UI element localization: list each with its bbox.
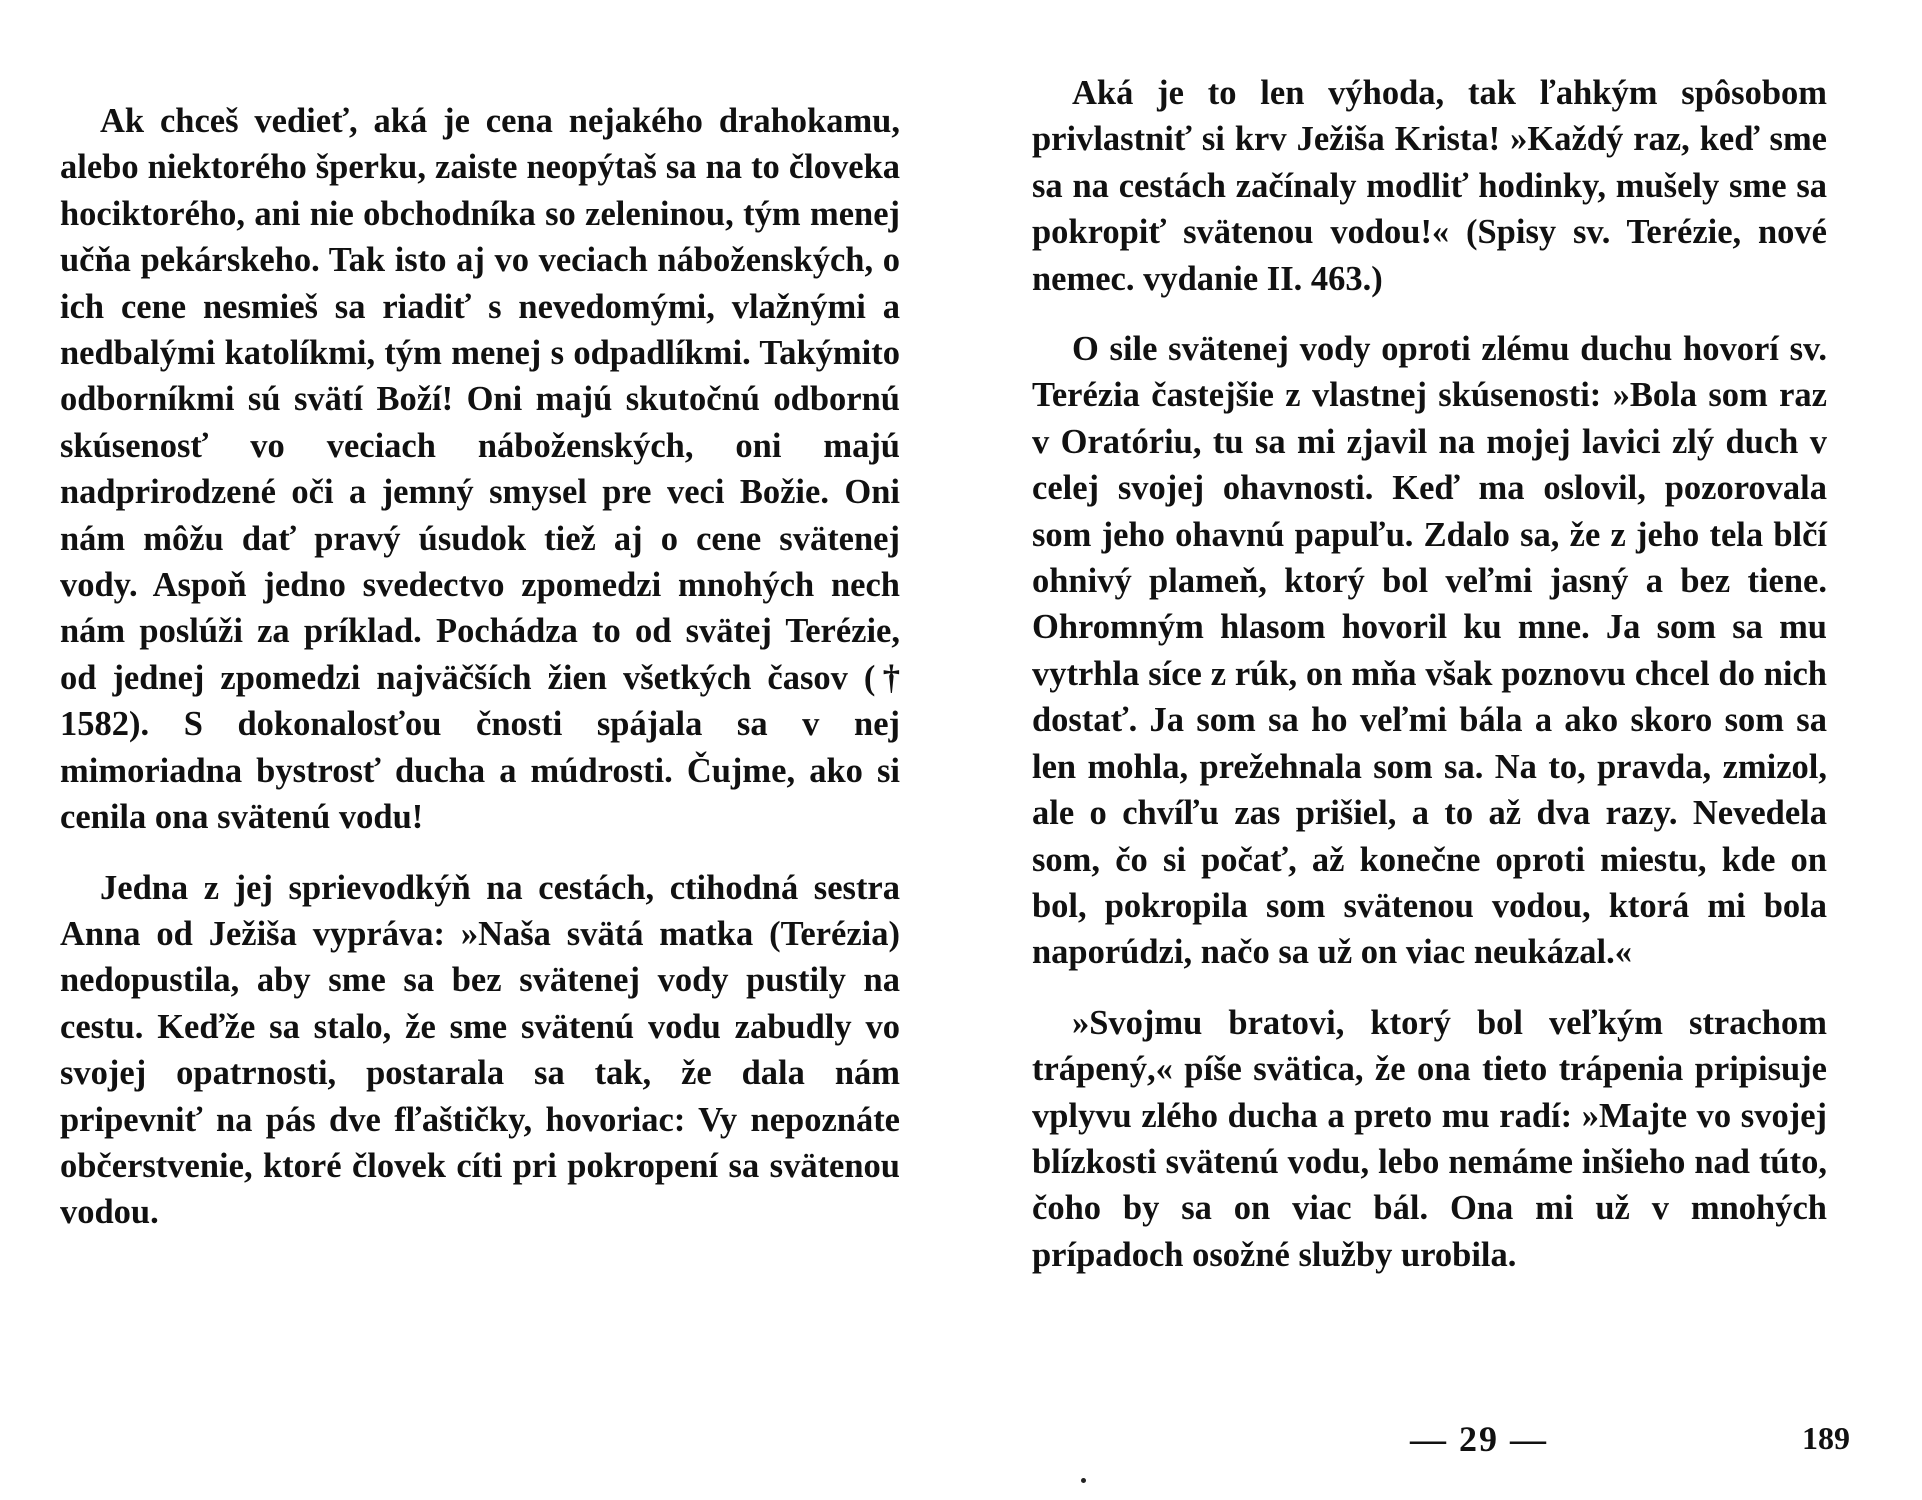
right-paragraph-3: »Svojmu bratovi, ktorý bol veľkým strachom trápený,« píše svätica, že ona tieto trápenia pripisuje vplyvu zlého ducha a preto mu radí: »Majte vo svojej blízkosti svätenú vodu, lebo nemáme inšieho nad túto, čoho by sa on viac bál. Ona mi už v mnohých prípadoch osožné služby urobila.: [1032, 1003, 1827, 1274]
left-paragraph-2: Jedna z jej sprievodkýň na cestách, ctihodná sestra Anna od Ježiša vypráva: »Naša svätá matka (Terézia) nedopustila, aby sme sa bez svätenej vody pustily na cestu. Keďže sa stalo, že sme svätenú vodu zabudly vo svojej opatrnosti, postarala sa tak, že dala nám pripevniť na pás dve fľaštičky, hovoriac: Vy nepoznáte občerstvenie, ktoré človek cíti pri pokropení sa svätenou vodou.: [60, 868, 900, 1232]
right-page: [961, 0, 1922, 1500]
print-speck: [1081, 1478, 1086, 1483]
page-number: 189: [1802, 1420, 1850, 1456]
page-label: — 29 —: [1410, 1419, 1548, 1459]
page-footer: [961, 1418, 1922, 1478]
right-text-column: [1032, 70, 1827, 1278]
right-paragraph-1: Aká je to len výhoda, tak ľahkým spôsobom privlastniť si krv Ježiša Krista! »Každý raz, keď sme sa na cestách začínaly modliť hodinky, mušely sme sa pokropiť svätenou vodou!« (Spisy sv. Terézie, nové nemec. vydanie II. 463.): [1032, 74, 1827, 298]
left-text-column: [60, 98, 900, 1236]
right-paragraph-2: O sile svätenej vody oproti zlému duchu hovorí sv. Terézia častejšie z vlastnej skúsenosti: »Bola som raz v Oratóriu, tu sa mi zjavil na mojej lavici zlý duch v celej svojej ohavnosti. Keď ma oslovil, pozorovala som jeho ohavnú papuľu. Zdalo sa, že z jeho tela blčí ohnivý plameň, ktorý bol veľmi jasný a bez tiene. Ohromným hlasom hovoril ku mne. Ja som sa mu vytrhla síce z rúk, on mňa však poznovu chcel do nich dostať. Ja som sa ho veľmi bála a ako skoro som sa len mohla, prežehnala som sa. Na to, pravda, zmizol, ale o chvíľu zas prišiel, a to až dva razy. Nevedela som, čo si počať, až konečne oproti miestu, kde on bol, pokropila som svätenou vodou, ktorá mi bola naporúdzi, načo sa už on viac neukázal.«: [1032, 330, 1827, 972]
left-paragraph-1: Ak chceš vedieť, aká je cena nejakého drahokamu, alebo niektorého šperku, zaiste neopýtaš sa na to človeka hociktorého, ani nie obchodníka so zeleninou, tým menej učňa pekárskeho. Tak isto aj vo veciach náboženských, o ich cene nesmieš sa riadiť s nevedomými, vlažnými a nedbalými katolíkmi, tým menej s odpadlíkmi. Takýmito odborníkmi sú svätí Boží! Oni majú skutočnú odbornú skúsenosť vo veciach náboženských, oni majú nadprirodzené oči a jemný smysel pre veci Božie. Oni nám môžu dať pravý úsudok tiež aj o cene svätenej vody. Aspoň jedno svedectvo zpomedzi mnohých nech nám poslúži za príklad. Pochádza to od svätej Terézie, od jednej zpomedzi najväčších žien všetkých časov († 1582). S dokonalosťou čnosti spájala sa v nej mimoriadna bystrosť ducha a múdrosti. Čujme, ako si cenila ona svätenú vodu!: [60, 102, 900, 837]
